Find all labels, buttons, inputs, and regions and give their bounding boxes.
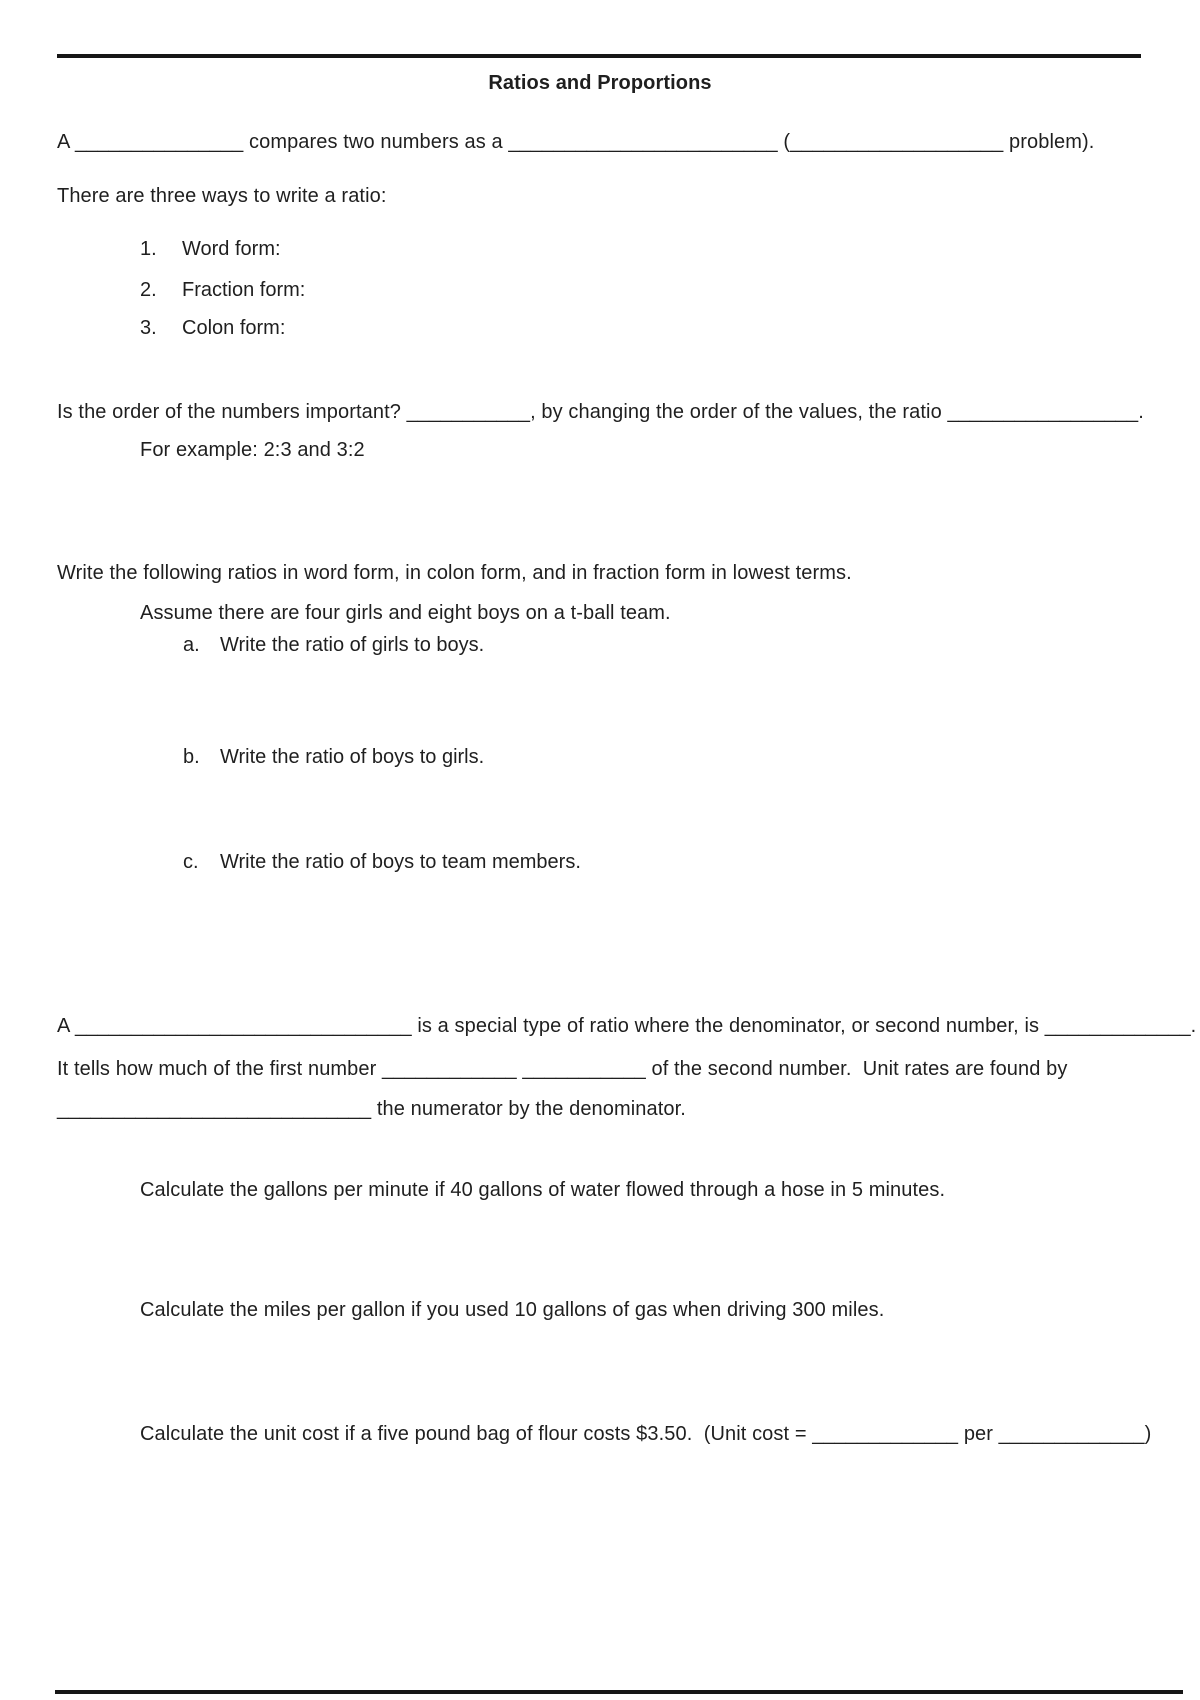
sub-question-text: Write the ratio of girls to boys. (220, 634, 485, 656)
problem-gallons-per-minute: Calculate the gallons per minute if 40 gallons of water flowed through a hose in 5 minutes. (140, 1179, 946, 1201)
problem-unit-cost: Calculate the unit cost if a five pound bag of flour costs $3.50. (Unit cost = _____________ per _____________) (140, 1423, 1152, 1445)
problem-miles-per-gallon: Calculate the miles per gallon if you used 10 gallons of gas when driving 300 miles. (140, 1299, 885, 1321)
list-number: 3. (140, 317, 157, 339)
list-item-fraction-form (140, 278, 305, 302)
page-title: Ratios and Proportions (488, 72, 712, 94)
unit-rate-definition-line-1: A ______________________________ is a special type of ratio where the denominator, or second number, is _____________. (57, 1015, 1197, 1037)
sub-question-letter: b. (183, 746, 200, 768)
order-question-line: Is the order of the numbers important? ___________, by changing the order of the values, the ratio _________________. (57, 401, 1144, 423)
list-item-label: Colon form: (182, 317, 286, 339)
unit-rate-definition-line-3: ____________________________ the numerator by the denominator. (57, 1098, 686, 1120)
write-ratios-heading: Write the following ratios in word form, in colon form, and in fraction form in lowest terms. (57, 562, 852, 584)
assume-line: Assume there are four girls and eight boys on a t-ball team. (140, 602, 671, 624)
bottom-horizontal-rule (55, 1690, 1183, 1694)
list-item-label: Fraction form: (182, 279, 306, 301)
list-item-colon-form (140, 316, 285, 340)
sub-question-text: Write the ratio of boys to girls. (220, 746, 485, 768)
sub-question-letter: a. (183, 634, 200, 656)
list-number: 1. (140, 238, 157, 260)
order-example-line: For example: 2:3 and 3:2 (140, 439, 365, 461)
three-ways-heading: There are three ways to write a ratio: (57, 185, 387, 207)
sub-question-letter: c. (183, 851, 199, 873)
sub-question-b (183, 745, 484, 769)
list-item-label: Word form: (182, 238, 281, 260)
sub-question-a (183, 633, 484, 657)
unit-rate-definition-line-2: It tells how much of the first number ____________ ___________ of the second number. Unit rates are found by (57, 1058, 1068, 1080)
list-item-word-form (140, 237, 281, 261)
list-number: 2. (140, 279, 157, 301)
sub-question-text: Write the ratio of boys to team members. (220, 851, 581, 873)
top-horizontal-rule (57, 54, 1141, 58)
intro-fill-in-line: A _______________ compares two numbers as a ________________________ (___________________ problem). (57, 131, 1095, 153)
sub-question-c (183, 850, 581, 874)
